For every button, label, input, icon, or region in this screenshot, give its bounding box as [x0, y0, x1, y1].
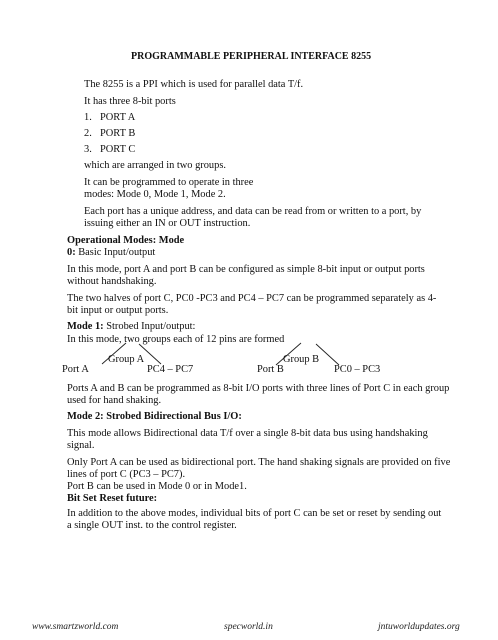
pc4-pc7-label: PC4 – PC7	[147, 364, 194, 375]
bsr-line2: a single OUT inst. to the control register.	[67, 520, 237, 531]
footer-link-smartzworld[interactable]: www.smartzworld.com	[32, 622, 119, 632]
list-item-number: 1.	[84, 112, 92, 123]
mode2-para1-line2: signal.	[67, 440, 95, 451]
mode1-description: In this mode, two groups each of 12 pins are formed	[67, 334, 285, 345]
mode2-para2-line1: Only Port A can be used as bidirectional port. The hand shaking signals are provided on five	[67, 457, 451, 468]
page-title: PROGRAMMABLE PERIPHERAL INTERFACE 8255	[131, 51, 372, 62]
footer-link-specworld[interactable]: specworld.in	[224, 622, 273, 632]
list-item: PORT A	[100, 112, 136, 123]
mode2-para3: Port B can be used in Mode 0 or in Mode1.	[67, 481, 247, 492]
list-item-number: 3.	[84, 144, 92, 155]
connector-line	[139, 344, 161, 364]
groups-line: which are arranged in two groups.	[84, 160, 226, 171]
mode1-after-line2: used for hand shaking.	[67, 395, 162, 406]
mode2-heading: Mode 2: Strobed Bidirectional Bus I/O:	[67, 411, 242, 422]
connector-line	[276, 343, 301, 365]
mode0-para1-line1: In this mode, port A and port B can be configured as simple 8-bit input or output ports	[67, 264, 425, 275]
connector-line	[316, 344, 339, 365]
operational-modes-heading: Operational Modes: Mode	[67, 235, 185, 246]
port-a-label: Port A	[62, 364, 89, 375]
list-item: PORT C	[100, 144, 136, 155]
modes-line-2: modes: Mode 0, Mode 1, Mode 2.	[84, 189, 226, 200]
mode1-after-line1: Ports A and B can be programmed as 8-bit I/O ports with three lines of Port C in each group	[67, 383, 450, 394]
mode2-para2-line2: lines of port C (PC3 – PC7).	[67, 469, 186, 480]
modes-line-1: It can be programmed to operate in three	[84, 177, 254, 188]
mode0-label: 0:	[67, 247, 76, 258]
group-b-label: Group B	[283, 354, 320, 365]
mode1-label: Mode 1:	[67, 321, 104, 332]
pc0-pc3-label: PC0 – PC3	[334, 364, 381, 375]
address-line-1: Each port has a unique address, and data can be read from or written to a port, by	[84, 206, 422, 217]
list-item-number: 2.	[84, 128, 92, 139]
bsr-heading: Bit Set Reset future:	[67, 493, 158, 504]
intro-line-2: It has three 8-bit ports	[84, 96, 176, 107]
intro-line-1: The 8255 is a PPI which is used for parallel data T/f.	[84, 79, 304, 90]
mode0-para2-line1: The two halves of port C, PC0 -PC3 and PC4 – PC7 can be programmed separately as 4-	[67, 293, 437, 304]
mode0-title: Basic Input/output	[75, 247, 156, 258]
mode0-para1-line2: without handshaking.	[67, 276, 157, 287]
port-b-label: Port B	[257, 364, 284, 375]
connector-line	[102, 343, 126, 364]
list-item: PORT B	[100, 128, 136, 139]
group-a-label: Group A	[108, 354, 145, 365]
address-line-2: issuing either an IN or OUT instruction.	[84, 218, 251, 229]
footer-link-jntuworldupdates[interactable]: jntuworldupdates.org	[378, 622, 460, 632]
bsr-line1: In addition to the above modes, individual bits of port C can be set or reset by sending out	[67, 508, 442, 519]
mode0-para2-line2: bit input or output ports.	[67, 305, 169, 316]
mode1-title: Strobed Input/output:	[103, 321, 196, 332]
mode2-para1-line1: This mode allows Bidirectional data T/f over a single 8-bit data bus using handshaking	[67, 428, 428, 439]
